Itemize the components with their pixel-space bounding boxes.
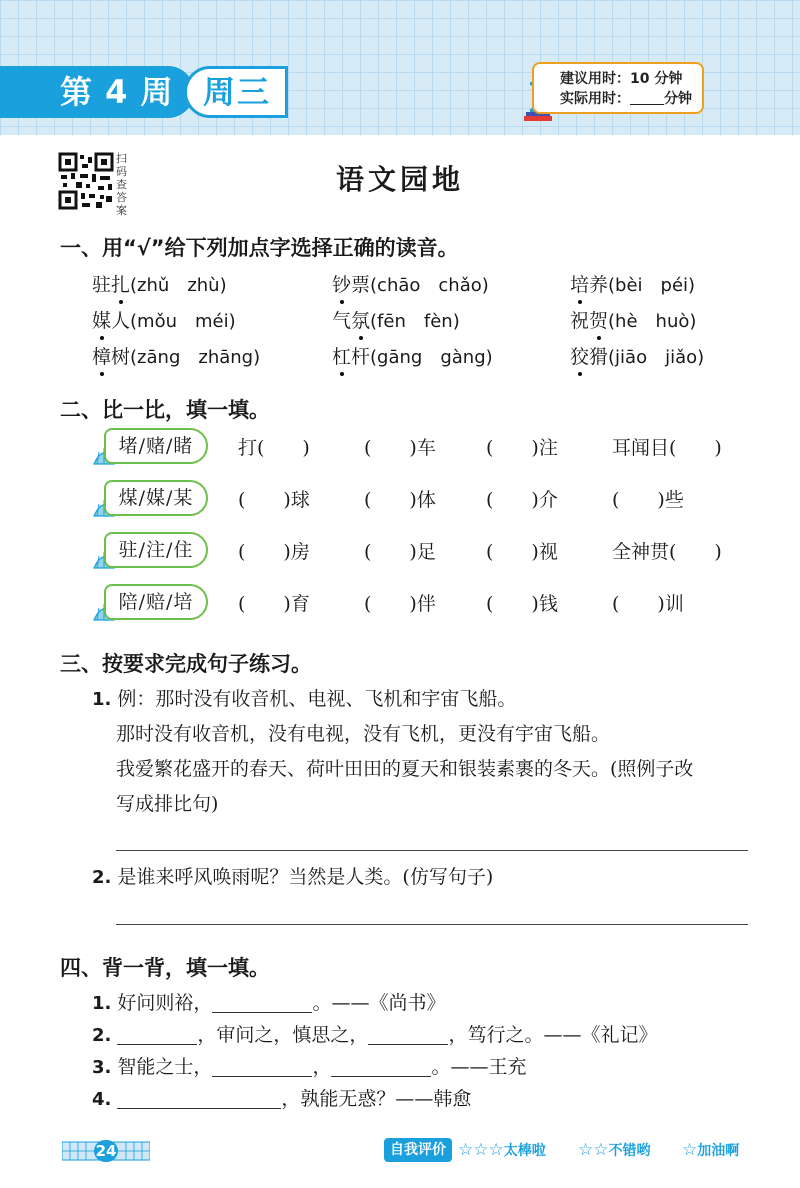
qr-label: 扫 码 查 答 案 [116, 152, 127, 217]
compare-chars: 陪/赔/培 [104, 584, 208, 620]
recite-item-1: 1. 好问则裕， 。——《尚书》 [92, 992, 446, 1014]
star-icon: ☆☆ [578, 1140, 609, 1160]
fill-blank[interactable]: ( )体 [364, 489, 436, 511]
compare-row [92, 480, 772, 526]
pinyin-item[interactable]: 樟树(zāng zhāng) [92, 346, 261, 368]
star-icon: ☆☆☆ [458, 1140, 504, 1160]
fill-blank[interactable]: ( )训 [612, 593, 684, 615]
header-banner [0, 0, 800, 135]
rating-good[interactable]: ☆☆不错哟 [578, 1140, 651, 1160]
page-number: 24 [95, 1142, 117, 1160]
time-box [532, 62, 704, 114]
fill-blank[interactable]: ( )些 [612, 489, 684, 511]
q1-example-answer: 那时没有收音机，没有电视，没有飞机，更没有宇宙飞船。 [116, 723, 611, 745]
pinyin-item[interactable]: 杠杆(gāng gàng) [332, 346, 493, 368]
fill-blank[interactable] [212, 1057, 312, 1077]
fill-blank[interactable] [117, 1089, 281, 1109]
rating-excellent[interactable]: ☆☆☆太棒啦 [458, 1140, 546, 1160]
recite-item-2: 2. ，审问之，慎思之， ，笃行之。——《礼记》 [92, 1024, 658, 1046]
suggested-time: 建议用时：10 分钟 [560, 71, 683, 87]
pinyin-row [92, 342, 772, 378]
fill-blank[interactable]: ( )介 [486, 489, 558, 511]
answer-line[interactable] [116, 850, 748, 851]
recite-item-3: 3. 智能之士， ， 。——王充 [92, 1056, 527, 1078]
section4-heading: 四、背一背，填一填。 [60, 956, 270, 980]
fill-blank[interactable] [368, 1025, 448, 1045]
fill-blank[interactable] [331, 1057, 431, 1077]
fill-blank[interactable]: 全神贯( ) [612, 541, 722, 563]
q1-prompt-cont: 写成排比句) [116, 793, 219, 815]
page-title: 语文园地 [335, 163, 464, 196]
pinyin-item[interactable]: 钞票(chāo chǎo) [332, 274, 489, 296]
q2-prompt: 2. 是谁来呼风唤雨呢？当然是人类。(仿写句子) [92, 866, 494, 888]
fill-blank[interactable]: 耳闻目( ) [612, 437, 722, 459]
pinyin-item[interactable]: 培养(bèi péi) [570, 274, 696, 296]
week-label: 第 4 周 [0, 66, 194, 118]
fill-blank[interactable]: ( )伴 [364, 593, 436, 615]
section1-heading: 一、用“√”给下列加点字选择正确的读音。 [60, 236, 459, 260]
compare-chars: 煤/媒/某 [104, 480, 208, 516]
compare-chars: 驻/注/住 [104, 532, 208, 568]
compare-row [92, 532, 772, 578]
fill-blank[interactable]: ( )注 [486, 437, 558, 459]
actual-time-blank[interactable] [630, 91, 664, 105]
q1-example: 1. 例：那时没有收音机、电视、飞机和宇宙飞船。 [92, 688, 517, 710]
rating-keep-going[interactable]: ☆加油啊 [682, 1140, 740, 1160]
fill-blank[interactable]: ( )育 [238, 593, 310, 615]
fill-blank[interactable]: ( )房 [238, 541, 310, 563]
fill-blank[interactable]: ( )钱 [486, 593, 558, 615]
fill-blank[interactable] [117, 1025, 197, 1045]
fill-blank[interactable]: ( )足 [364, 541, 436, 563]
pinyin-row [92, 270, 772, 306]
pinyin-item[interactable]: 气氛(fēn fèn) [332, 310, 460, 332]
pinyin-item[interactable]: 狡猾(jiāo jiǎo) [570, 346, 705, 368]
answer-line[interactable] [116, 924, 748, 925]
compare-row [92, 584, 772, 630]
fill-blank[interactable] [212, 993, 312, 1013]
day-label: 周三 [184, 66, 288, 118]
fill-blank[interactable]: ( )球 [238, 489, 310, 511]
compare-chars: 堵/赌/睹 [104, 428, 208, 464]
pinyin-item[interactable]: 驻扎(zhǔ zhù) [92, 274, 227, 296]
fill-blank[interactable]: 打( ) [238, 437, 310, 459]
recite-item-4: 4. ，孰能无惑？——韩愈 [92, 1088, 472, 1110]
section2-heading: 二、比一比，填一填。 [60, 398, 270, 422]
pinyin-row [92, 306, 772, 342]
fill-blank[interactable]: ( )车 [364, 437, 436, 459]
fill-blank[interactable]: ( )视 [486, 541, 558, 563]
self-eval-label: 自我评价 [384, 1138, 452, 1162]
section3-heading: 三、按要求完成句子练习。 [60, 652, 312, 676]
compare-row [92, 428, 772, 474]
star-icon: ☆ [682, 1140, 698, 1160]
pinyin-item[interactable]: 媒人(mǒu méi) [92, 310, 236, 332]
actual-time: 实际用时： 分钟 [560, 91, 692, 107]
pinyin-item[interactable]: 祝贺(hè huò) [570, 310, 697, 332]
q1-prompt: 我爱繁花盛开的春天、荷叶田田的夏天和银装素裹的冬天。(照例子改 [116, 758, 694, 780]
